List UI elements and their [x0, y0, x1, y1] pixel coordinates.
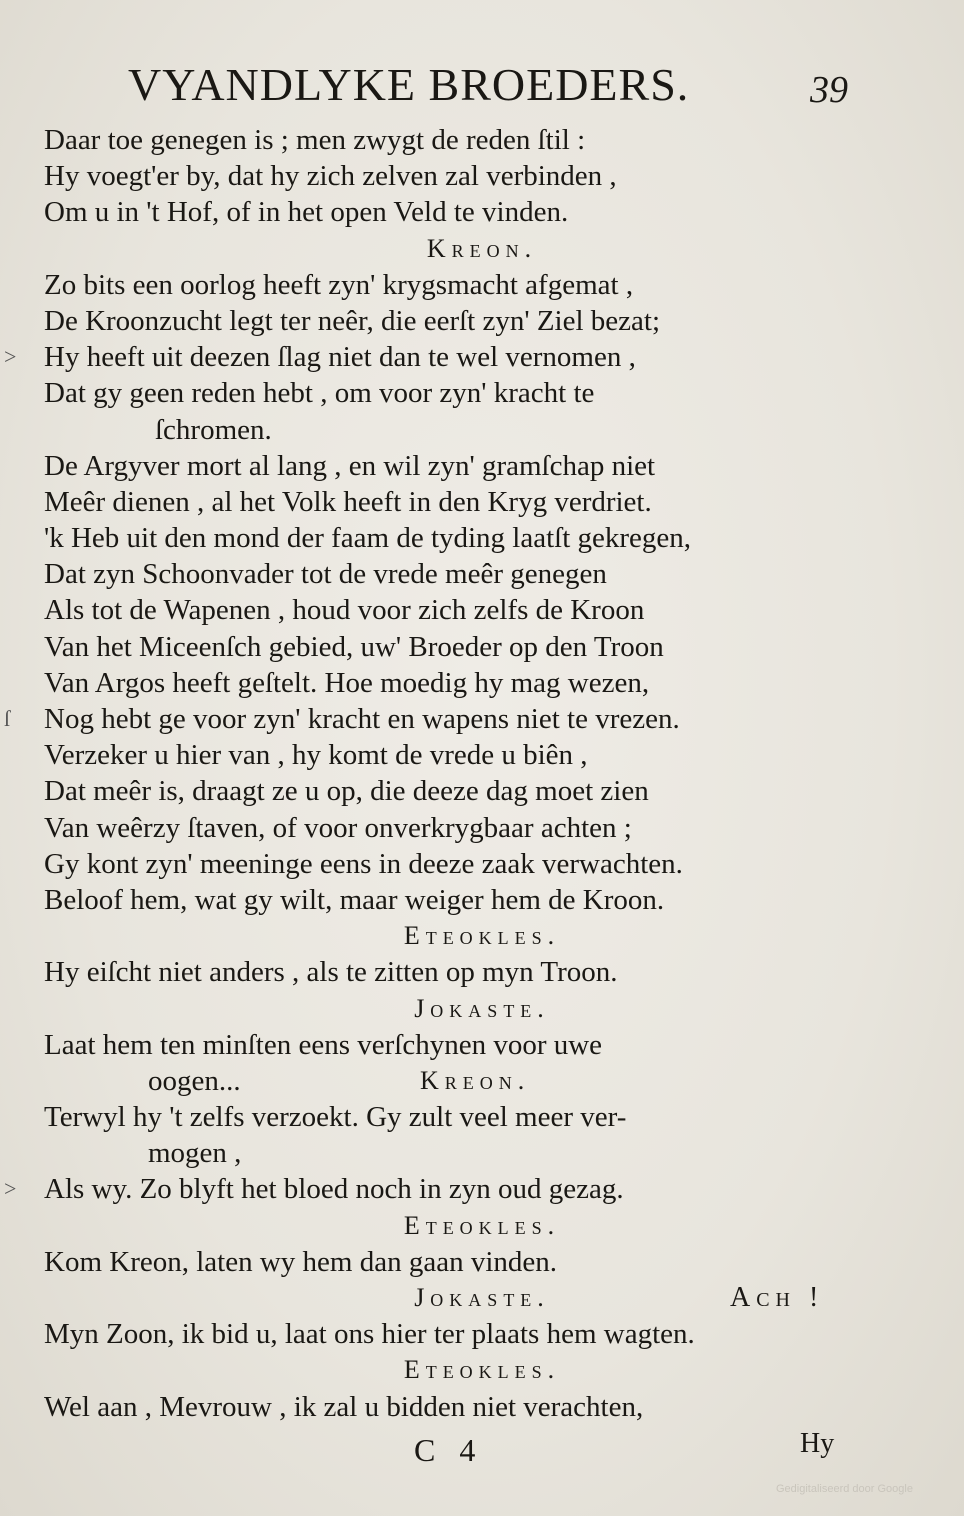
verse-text: Hy heeft uit deezen ſlag niet dan te wel vernomen , — [44, 341, 636, 374]
speaker-name: Jokaste. — [414, 993, 550, 1023]
verse-line: De Argyver mort al lang , en wil zyn' gramſchap niet — [44, 449, 656, 482]
verse-text: oogen... — [148, 1064, 241, 1097]
verse-line: Dat meêr is, draagt ze u op, die deeze dag moet zien — [44, 775, 649, 808]
verse-line: De Kroonzucht legt ter neêr, die eerſt zyn' Ziel bezat; — [44, 304, 660, 337]
verse-line: Daar toe genegen is ; men zwygt de reden ſtil : — [44, 124, 586, 156]
verse-text: Als wy. Zo blyft het bloed noch in zyn oud gezag. — [44, 1173, 624, 1206]
verse-line: Dat zyn Schoonvader tot de vrede meêr genegen — [44, 558, 607, 591]
verse-continuation-with-speaker — [0, 1063, 964, 1099]
text-body — [0, 122, 964, 1425]
verse-line: Wel aan , Mevrouw , ik zal u bidden niet verachten, — [44, 1390, 644, 1423]
verse-line: Hy voegt'er by, dat hy zich zelven zal verbinden , — [44, 160, 617, 193]
verse-line: Laat hem ten minſten eens verſchynen voor uwe — [44, 1028, 603, 1061]
catchword: Hy — [800, 1428, 835, 1459]
page-number: 39 — [810, 69, 848, 111]
verse-line-marked — [0, 701, 964, 737]
verse-line: Beloof hem, wat gy wilt, maar weiger hem de Kroon. — [44, 883, 665, 916]
verse-line-marked — [0, 1171, 964, 1207]
margin-mark: ſ — [4, 706, 11, 731]
verse-line: Verzeker u hier van , hy komt de vrede u biên , — [44, 739, 588, 772]
margin-mark: > — [4, 344, 17, 370]
speaker-name: Eteokles. — [403, 1210, 561, 1240]
verse-line: Van het Miceenſch gebied, uw' Broeder op den Troon — [44, 630, 664, 663]
verse-line: Als tot de Wapenen , houd voor zich zelfs de Kroon — [44, 594, 645, 627]
verse-continuation: ſchromen. — [155, 413, 272, 446]
verse-line: Meêr dienen , al het Volk heeft in den Kryg verdriet. — [44, 485, 652, 518]
margin-mark: > — [4, 1176, 17, 1202]
verse-line: Zo bits een oorlog heeft zyn' krygsmacht afgemat , — [44, 268, 634, 301]
verse-continuation: mogen , — [148, 1137, 242, 1170]
digitization-watermark: Gedigitaliseerd door Google — [776, 1483, 913, 1495]
signature-mark: C 4 — [414, 1432, 484, 1468]
speaker-name: Eteokles. — [403, 921, 561, 951]
verse-line: Terwyl hy 't zelfs verzoekt. Gy zult veel meer ver- — [44, 1101, 627, 1134]
verse-line: Dat gy geen reden hebt , om voor zyn' kracht te — [44, 377, 595, 410]
verse-line: Hy eiſcht niet anders , als te zitten op myn Troon. — [44, 956, 618, 989]
verse-line: Van weêrzy ſtaven, of voor onverkrygbaar achten ; — [44, 811, 632, 844]
speaker-name: Kreon. — [420, 1065, 531, 1095]
speaker-name: Jokaste. — [414, 1283, 550, 1312]
speaker-name: Kreon. — [426, 233, 538, 263]
verse-line: Om u in 't Hof, of in het open Veld te vinden. — [44, 196, 569, 229]
interjection: Ach ! — [730, 1282, 825, 1313]
speaker-name: Eteokles. — [403, 1355, 561, 1385]
verse-line: Van Argos heeft geſtelt. Hoe moedig hy mag wezen, — [44, 666, 650, 699]
speaker-line-with-interjection — [0, 1280, 964, 1316]
verse-line-marked — [0, 339, 964, 375]
verse-line: 'k Heb uit den mond der faam de tyding laatſt gekregen, — [44, 522, 692, 555]
verse-line: Gy kont zyn' meeninge eens in deeze zaak verwachten. — [44, 847, 683, 880]
verse-text: Nog hebt ge voor zyn' kracht en wapens niet te vrezen. — [44, 703, 680, 735]
running-title: VYANDLYKE BROEDERS. — [128, 59, 690, 110]
verse-line: Myn Zoon, ik bid u, laat ons hier ter plaats hem wagten. — [44, 1318, 695, 1351]
verse-line: Kom Kreon, laten wy hem dan gaan vinden. — [44, 1245, 557, 1278]
